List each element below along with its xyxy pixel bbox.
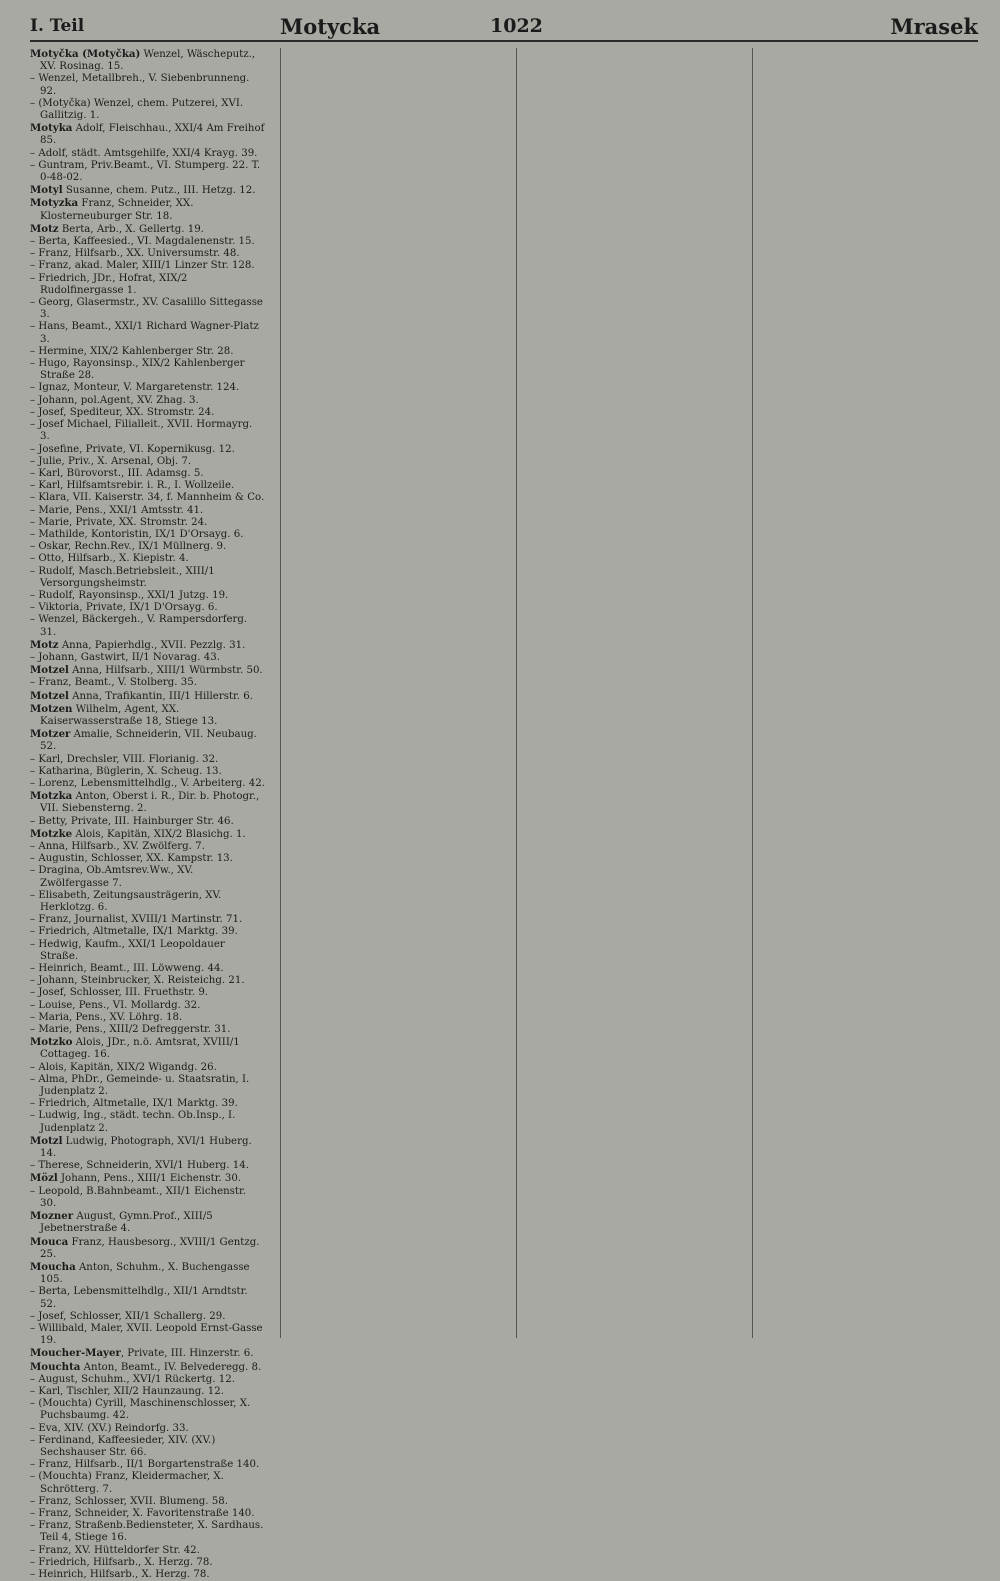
directory-entry [30,1261,265,1286]
entry-details: – Georg, Glasermstr., XV. Casalillo Sittegasse 3. [30,297,263,321]
entry-details: August, Gymn.Prof., XIII/5 Jebetnerstraße 4. [40,1211,213,1235]
entry-details: – Willibald, Maler, XVII. Leopold Ernst-Gasse 19. [30,1322,263,1347]
entry-details: – Hermine, XIX/2 Kahlenberger Str. 28. [30,345,234,357]
directory-entry [30,1459,265,1471]
entry-details: – Franz, akad. Maler, XIII/1 Linzer Str. 128. [30,260,255,272]
directory-entry [30,1172,265,1185]
entry-details: – Eva, XIV. (XV.) Reindorfg. 33. [30,1422,189,1434]
entry-details: – Betty, Private, III. Hainburger Str. 46. [30,815,234,827]
entry-details: Anna, Trafikantin, III/1 Hillerstr. 6. [68,690,253,702]
entry-surname: Motzl [30,1134,63,1147]
directory-entry [30,1024,265,1036]
directory-entry [30,841,265,853]
directory-entry [30,444,265,456]
column-3 [516,48,756,1338]
directory-entry [30,602,265,614]
directory-entry [30,828,265,841]
directory-entry [30,346,265,358]
directory-entry [30,236,265,248]
directory-entry [30,223,265,236]
directory-entry [30,197,265,222]
entry-details: Ludwig, Photograph, XVI/1 Huberg. 14. [40,1135,252,1160]
directory-entry [30,395,265,407]
entry-surname: Mouca [30,1235,69,1248]
entry-details: Berta, Arb., X. Gellertg. 19. [58,223,204,235]
entry-details: Anton, Schuhm., X. Buchengasse 105. [40,1261,250,1286]
directory-entry [30,1098,265,1110]
entry-details: – Rudolf, Masch.Betriebsleit., XIII/1 Versorgungsheimstr. [30,565,215,589]
entry-details: – Friedrich, Altmetalle, IX/1 Marktg. 39. [30,926,238,938]
entry-details: – Hugo, Rayonsinsp., XIX/2 Kahlenberger Straße 28. [30,358,245,382]
entry-details: – Marie, Pens., XXI/1 Amtsstr. 41. [30,504,204,516]
directory-entry [30,1110,265,1134]
entry-details: – Alma, PhDr., Gemeinde- u. Staatsratin, I. Judenplatz 2. [30,1073,250,1098]
entry-details: – Augustin, Schlosser, XX. Kampstr. 13. [30,853,233,865]
entry-surname: Moucher-Mayer [30,1347,121,1360]
entry-details: Susanne, chem. Putz., III. Hetzg. 12. [62,185,256,197]
entry-surname: Motyl [30,184,63,197]
entry-details: – (Mouchta) Cyrill, Maschinenschlosser, X. Puchsbaumg. 42. [30,1398,251,1422]
directory-entry [30,1323,265,1347]
entry-details: – Franz, Straßenb.Bediensteter, X. Sardhaus. Teil 4, Stiege 16. [30,1520,264,1544]
directory-entry [30,553,265,565]
directory-entry [30,48,265,73]
directory-entry [30,816,265,828]
entry-details: Amalie, Schneiderin, VII. Neubaug. 52. [40,729,257,753]
entry-details: – Karl, Bürovorst., III. Adamsg. 5. [30,467,204,479]
directory-entry [30,1398,265,1422]
entry-details: – Louise, Pens., VI. Mollardg. 32. [30,999,201,1011]
directory-entry [30,639,265,652]
entry-details: , Private, III. Hinzerstr. 6. [120,1348,254,1360]
directory-entry [30,419,265,443]
directory-entry [30,865,265,889]
directory-entry [30,273,265,297]
entry-details: – Wenzel, Metallbreh., V. Siebenbrunneng. 92. [30,73,250,97]
directory-entry [30,1000,265,1012]
entry-details: – Johann, Steinbrucker, X. Reisteichg. 21. [30,975,245,987]
entry-details: – Josef, Spediteur, XX. Stromstr. 24. [30,406,215,418]
directory-entry [30,652,265,664]
entry-details: Franz, Hausbesorg., XVIII/1 Gentzg. 25. [40,1236,260,1260]
entry-details: Anna, Hilfsarb., XIII/1 Würmbstr. 50. [68,665,263,677]
directory-entry [30,1545,265,1557]
directory-columns [30,48,978,1580]
directory-entry [30,1286,265,1310]
directory-entry [30,664,265,677]
entry-surname: Motzke [30,827,73,840]
directory-entry [30,1496,265,1508]
entry-surname: Mozner [30,1210,74,1223]
directory-entry [30,590,265,602]
directory-entry [30,1435,265,1459]
part-label: I. Teil [30,16,85,36]
column-1 [30,48,265,1580]
entry-details: – Julie, Priv., X. Arsenal, Obj. 7. [30,455,192,467]
entry-details: – Dragina, Ob.Amtsrev.Ww., XV. Zwölfergasse 7. [30,865,194,889]
entry-details: – Guntram, Priv.Beamt., VI. Stumperg. 22. T. 0-48-02. [30,159,261,184]
entry-surname: Mouchta [30,1360,81,1373]
directory-entry [30,407,265,419]
entry-details: – Franz, Hilfsarb., II/1 Borgartenstraße 140. [30,1459,260,1471]
entry-details: – Franz, Beamt., V. Stolberg. 35. [30,677,197,689]
directory-entry [30,1508,265,1520]
directory-entry [30,1386,265,1398]
entry-details: – Klara, VII. Kaiserstr. 34, f. Mannheim & Co. [30,492,265,504]
entry-details: – Friedrich, JDr., Hofrat, XIX/2 Rudolfinergasse 1. [30,272,188,296]
entry-surname: Motyčka (Motyčka) [30,48,141,60]
directory-entry [30,1186,265,1210]
entry-details: – Josefine, Private, VI. Kopernikusg. 12. [30,443,235,455]
entry-details: – Berta, Kaffeesied., VI. Magdalenenstr. 15. [30,236,255,248]
directory-entry [30,1361,265,1374]
entry-details: – August, Schuhm., XVI/1 Rückertg. 12. [30,1373,235,1385]
directory-entry [30,1374,265,1386]
directory-entry [30,890,265,914]
directory-entry [30,1062,265,1074]
directory-entry [30,1135,265,1160]
entry-details: – Johann, Gastwirt, II/1 Novarag. 43. [30,651,220,663]
entry-surname: Motyka [30,122,73,135]
directory-entry [30,1160,265,1172]
entry-details: – Josef, Schlosser, III. Fruethstr. 9. [30,987,209,999]
entry-details: – Heinrich, Beamt., III. Löwweng. 44. [30,963,224,975]
entry-surname: Motzer [30,728,71,741]
directory-entry [30,1569,265,1581]
entry-details: – Oskar, Rechn.Rev., IX/1 Müllnerg. 9. [30,541,227,553]
directory-entry [30,975,265,987]
directory-entry [30,1311,265,1323]
entry-details: – Katharina, Büglerin, X. Scheug. 13. [30,765,222,777]
entry-details: – Ignaz, Monteur, V. Margaretenstr. 124. [30,382,240,394]
entry-details: – Ludwig, Ing., städt. techn. Ob.Insp., I. Judenplatz 2. [30,1110,236,1134]
directory-entry [30,1236,265,1261]
entry-details: – Karl, Drechsler, VIII. Florianig. 32. [30,753,219,765]
entry-details: – Hedwig, Kaufm., XXI/1 Leopoldauer Straße. [30,938,225,962]
entry-details: – Leopold, B.Bahnbeamt., XII/1 Eichenstr. 30. [30,1185,246,1209]
entry-surname: Motzko [30,1036,73,1049]
directory-entry [30,529,265,541]
entry-details: – Mathilde, Kontoristin, IX/1 D'Orsayg. 6. [30,528,244,540]
directory-entry [30,456,265,468]
entry-details: – (Mouchta) Franz, Kleidermacher, X. Schrötterg. 7. [30,1471,224,1495]
entry-details: Anton, Oberst i. R., Dir. b. Photogr., VII. Siebensterng. 2. [40,791,260,815]
directory-entry [30,297,265,321]
entry-details: – Josef, Schlosser, XII/1 Schallerg. 29. [30,1310,226,1322]
entry-details: Franz, Schneider, XX. Klosterneuburger Str. 18. [40,198,194,222]
directory-entry [30,1210,265,1235]
entry-surname: Motzel [30,689,69,702]
entry-details: – Josef Michael, Filialleit., XVII. Hormayrg. 3. [30,419,253,443]
entry-details: – Elisabeth, Zeitungsausträgerin, XV. Herklotzg. 6. [30,889,222,914]
directory-entry [30,1012,265,1024]
entry-surname: Motzka [30,790,73,803]
directory-entry [30,73,265,97]
entry-details: – (Motyčka) Wenzel, chem. Putzerei, XVI. Gallitzig. 1. [30,97,244,122]
entry-details: – Friedrich, Hilfsarb., X. Herzg. 78. [30,1556,213,1568]
entry-details: – Franz, Schneider, X. Favoritenstraße 140. [30,1507,255,1519]
entry-details: – Franz, Schlosser, XVII. Blumeng. 58. [30,1495,228,1507]
entry-details: Wenzel, Wäscheputz., XV. Rosinag. 15. [40,49,256,73]
directory-entry [30,939,265,963]
directory-entry [30,321,265,345]
entry-details: – Johann, pol.Agent, XV. Zhag. 3. [30,394,199,406]
directory-entry [30,480,265,492]
directory-entry [30,728,265,753]
directory-entry [30,1520,265,1544]
entry-surname: Motz [30,638,59,651]
entry-surname: Mözl [30,1172,58,1185]
directory-entry [30,260,265,272]
directory-entry [30,122,265,147]
entry-surname: Motzel [30,664,69,677]
directory-entry [30,566,265,590]
entry-details: – Franz, Hilfsarb., XX. Universumstr. 48. [30,248,240,260]
entry-details: Alois, JDr., n.ö. Amtsrat, XVIII/1 Cottageg. 16. [40,1037,240,1061]
directory-entry [30,160,265,184]
entry-details: – Ferdinand, Kaffeesieder, XIV. (XV.) Sechshauser Str. 66. [30,1434,216,1458]
directory-entry [30,754,265,766]
entry-details: Anna, Papierhdlg., XVII. Pezzlg. 31. [58,639,246,651]
entry-details: – Heinrich, Hilfsarb., X. Herzg. 78. [30,1568,210,1580]
directory-entry [30,517,265,529]
directory-entry [30,987,265,999]
left-running-head: Motycka [280,14,381,39]
column-2 [280,48,520,1338]
entry-details: – Otto, Hilfsarb., X. Kiepistr. 4. [30,553,189,565]
directory-entry [30,248,265,260]
entry-details: Alois, Kapitän, XIX/2 Blasichg. 1. [72,828,246,840]
directory-entry [30,914,265,926]
entry-details: – Lorenz, Lebensmittelhdlg., V. Arbeiterg. 42. [30,777,265,789]
directory-entry [30,492,265,504]
directory-entry [30,382,265,394]
directory-entry [30,778,265,790]
entry-details: – Alois, Kapitän, XIX/2 Wigandg. 26. [30,1061,217,1073]
directory-entry [30,184,265,197]
directory-entry [30,148,265,160]
directory-entry [30,766,265,778]
column-4 [752,48,992,1338]
entry-details: Anton, Beamt., IV. Belvederegg. 8. [80,1361,262,1373]
page-header [30,14,978,42]
directory-entry [30,98,265,122]
directory-entry [30,614,265,638]
directory-entry [30,703,265,728]
directory-entry [30,790,265,815]
directory-entry [30,1557,265,1569]
directory-entry [30,1471,265,1495]
directory-entry [30,1423,265,1435]
entry-surname: Moucha [30,1260,76,1273]
entry-details: – Rudolf, Rayonsinsp., XXI/1 Jutzg. 19. [30,589,229,601]
entry-details: – Karl, Tischler, XII/2 Haunzaung. 12. [30,1385,224,1397]
directory-entry [30,1347,265,1360]
directory-entry [30,505,265,517]
entry-details: – Karl, Hilfsamtsrebir. i. R., I. Wollzeile. [30,480,235,492]
entry-details: – Marie, Private, XX. Stromstr. 24. [30,516,208,528]
directory-entry [30,926,265,938]
directory-entry [30,358,265,382]
directory-entry [30,541,265,553]
entry-details: Johann, Pens., XIII/1 Eichenstr. 30. [57,1173,242,1185]
entry-details: – Maria, Pens., XV. Löhrg. 18. [30,1011,183,1023]
entry-surname: Motz [30,222,59,235]
entry-surname: Motyzka [30,197,79,210]
entry-details: – Hans, Beamt., XXI/1 Richard Wagner-Platz 3. [30,321,259,345]
directory-entry [30,1036,265,1061]
entry-details: – Berta, Lebensmittelhdlg., XII/1 Arndtstr. 52. [30,1286,248,1310]
entry-details: – Wenzel, Bäckergeh., V. Rampersdorferg. 31. [30,614,248,638]
directory-entry [30,468,265,480]
directory-entry [30,690,265,703]
entry-details: – Anna, Hilfsarb., XV. Zwölferg. 7. [30,841,205,852]
directory-entry [30,853,265,865]
entry-details: – Adolf, städt. Amtsgehilfe, XXI/4 Krayg. 39. [30,147,258,159]
entry-details: – Franz, Journalist, XVIII/1 Martinstr. 71. [30,914,243,926]
entry-surname: Motzen [30,702,73,715]
entry-details: – Friedrich, Altmetalle, IX/1 Marktg. 39. [30,1098,238,1110]
directory-entry [30,963,265,975]
directory-entry [30,677,265,689]
entry-details: Wilhelm, Agent, XX. Kaiserwasserstraße 18, Stiege 13. [40,703,218,727]
right-running-head: Mrasek [890,14,978,39]
page-number: 1022 [490,15,543,37]
entry-details: – Marie, Pens., XIII/2 Defreggerstr. 31. [30,1024,231,1036]
entry-details: Adolf, Fleischhau., XXI/4 Am Freihof 85. [40,123,265,147]
directory-entry [30,1074,265,1098]
entry-details: – Therese, Schneiderin, XVI/1 Huberg. 14. [30,1160,250,1172]
entry-details: – Franz, XV. Hütteldorfer Str. 42. [30,1544,200,1556]
entry-details: – Viktoria, Private, IX/1 D'Orsayg. 6. [30,602,218,614]
